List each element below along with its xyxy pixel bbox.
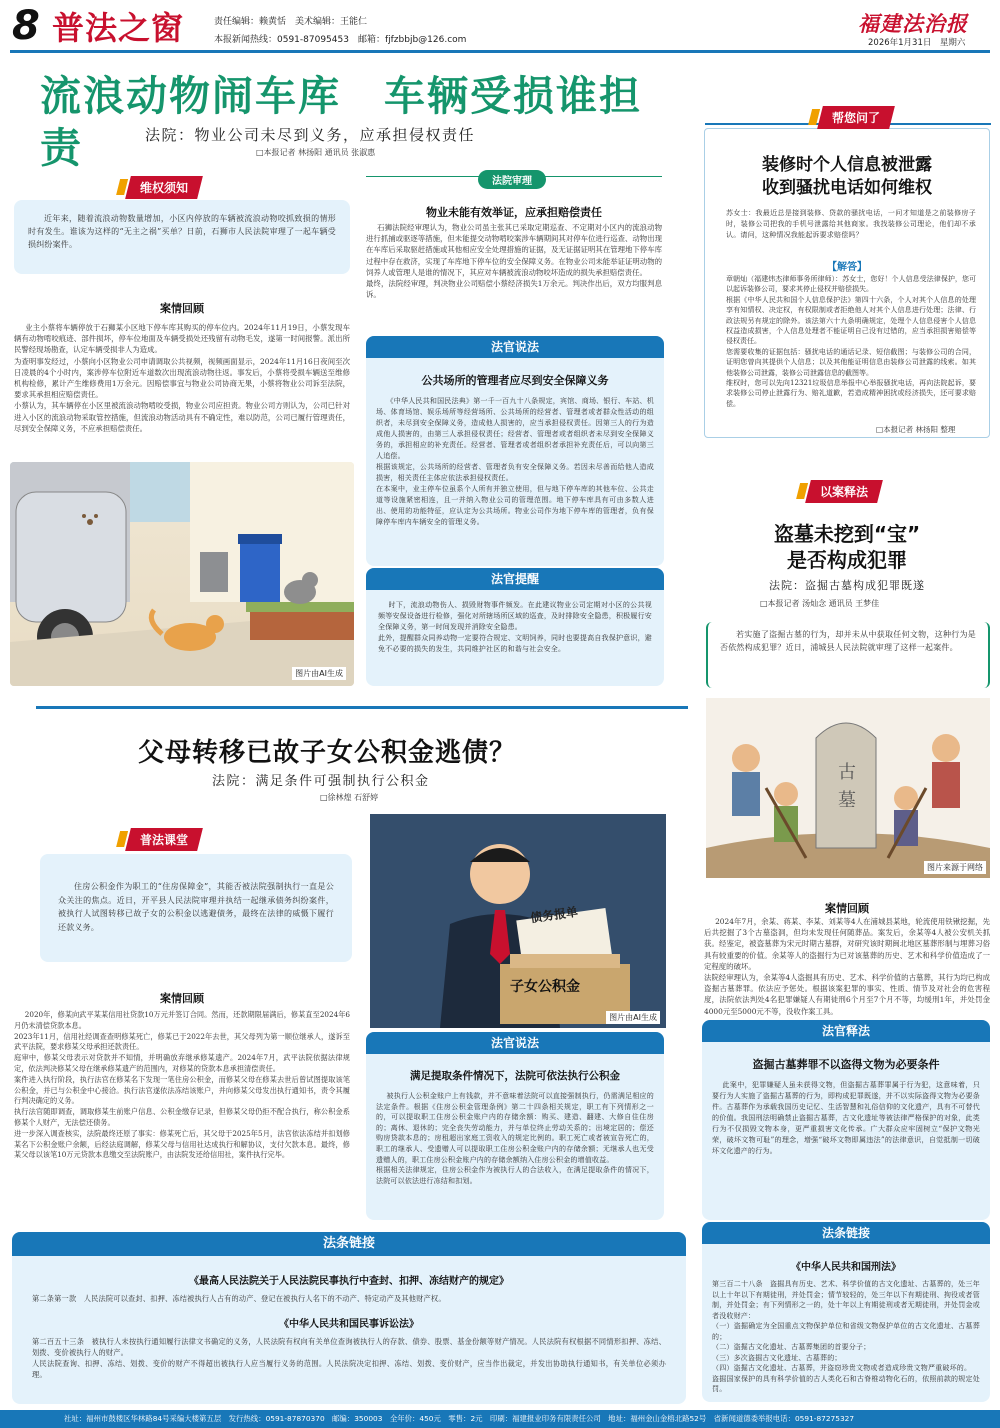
help-tag: 帮您问了 [817, 106, 895, 129]
help-title-line2: 收到骚扰电话如何维权 [762, 178, 932, 198]
article3-byline: □本报记者 汤灿念 通讯员 王梦佳 [760, 599, 880, 608]
article1-case-text: 业主小蔡将车辆停放于石狮某小区地下停车库其购买的停车位内。2024年11月19日，小蔡发现车辆有动物啃咬痕迹、部件损坏，停车位地面及车辆受损处还残留有动物毛发，遂第一时间报警。派出所民警经现场勘查，认定车辆受损非人为造成。 为查明事发经过，小蔡向小区物业公司申请调取公共视频，视频画面显示，2024年11月16日夜间至次日凌晨的4个小时内，案涉停车位附近车道数次出现流浪动物往返。事发后，小蔡将受损车辆送至维修机构检修，累计产生维修费用1万余元。因赔偿事宜与物业公司协商无果，小蔡将物业公司诉至法院，要求其承担相应赔偿责任。 小蔡认为，其车辆停在小区里被流浪动物啃咬受损，物业公司应担责。物业公司方则认为，公司已针对进入小区的流浪动物采取管控措施，但流浪动物活动具有不确定性，难以防范，公司已履行管理责任，尽到安全保障义务，不应承担赔偿责任。 [14, 323, 350, 433]
law1-text: 第二条第一款 人民法院可以查封、扣押、冻结被执行人占有的动产、登记在被执行人名下的不动产、特定动产及其他财产权。 [32, 1294, 446, 1303]
help-byline: □本报记者 林扬阳 整理 [876, 425, 956, 434]
law2-title: 《中华人民共和国民事诉讼法》 [279, 1318, 419, 1330]
article3-case-heading: 案情回顾 [825, 902, 869, 915]
article2-byline: □徐林煌 石舒婷 [320, 793, 379, 802]
article2-judge-says-panel [366, 1032, 664, 1220]
article1-image-caption: 图片由AI生成 [292, 667, 346, 680]
svg-text:古: 古 [838, 762, 856, 783]
article1-tag: 维权须知 [125, 176, 203, 199]
article3-image-caption: 图片来源于网络 [924, 861, 986, 874]
debt-illustration [370, 814, 666, 1028]
article1-intro: 近年来，随着流浪动物数量增加，小区内停放的车辆被流浪动物咬抓致损的情形时有发生。谁该为这样的“无主之祸”买单？日前，石狮市人民法院审理了一起车辆受损纠纷案件。 [28, 214, 336, 249]
article1-title: 流浪动物闹车库 车辆受损谁担责 [40, 72, 642, 172]
help-answer: 章朝灿（福建炜杰律师事务所律师）：苏女士，您好！个人信息受法律保护，您可以起诉装修公司，要求其停止侵权并赔偿损失。 根据《中华人民共和国个人信息保护法》第四十六条，个人对其个人信息的处理享有知情权、决定权，有权限制或者拒绝他人对其个人信息进行处理；法律、行政法规另有规定的除外。该法第六十九条明确规定，处理个人信息侵害个人信息权益造成损害，个人信息处理者不能证明自己没有过错的，应当承担损害赔偿等侵权责任。 您需要收集的证据包括：骚扰电话的通话记录、短信截图；与装修公司的合同，证明您曾向其提供个人信息；以及其他能证明信息由装修公司泄露的线索。如其他装修公司泄露，装修公司泄露信息的截图等。 维权时，您可以先向12321垃圾信息举报中心举报骚扰电话，再向法院起诉，要求装修公司停止泄露行为、赔礼道歉，若造成精神困扰或经济损失，还可要求赔偿。 [726, 275, 976, 408]
article3-title-line2: 是否构成犯罪 [787, 548, 907, 572]
judge-says-text: 《中华人民共和国民法典》第一千一百九十八条规定，宾馆、商场、银行、车站、机场、体育场馆、娱乐场所等经营场所、公共场所的经营者、管理者或者群众性活动的组织者，未尽到安全保障义务，造成他人损害的，应当承担侵权责任。因第三人的行为造成他人损害的，由第三人承担侵权责任；经营者、管理者或者组织者未尽到安全保障义务的，承担相应的补充责任。经营者、管理者或者组织者承担补充责任后，可以向第三人追偿。 根据该规定，公共场所的经营者、管理者负有安全保障义务。若因未尽善而给他人造成损害，相关责任主体应依法承担侵权责任。 在本案中，业主停车位虽系个人所有并独立使用，但与地下停车库的其他车位、公共走道等设施紧密相连，且一并纳入物业公司的管理范围。地下停车库具有可由多数人进出、使用的功能特征，应认定为公共场所。物业公司作为地下停车库的管理者，负有保障停车库内车辆安全的管理义务。 [376, 397, 654, 526]
tomb-scene-image [706, 698, 990, 878]
article2-judge-says-heading: 满足提取条件情况下，法院可依法执行公积金 [410, 1070, 620, 1082]
fund-label: 子女公积金 [510, 979, 580, 995]
court-review-text: 石狮法院经审理认为，物业公司虽主张其已采取定期巡查、不定期对小区内的流浪动物进行抓捕或驱逐等措施，但未能提交动物啃咬案涉车辆期间其对停车位进行巡查、动物出现在车库后采取驱赶措施或其他相应安全处理措施的证据，及无证据证明其在管理地下停车库过程中存在救济，实现了车库地下停车位的安全保障义务。在物业公司未能举证证明动物的饲养人或管理人是谁的情况下，其应对车辆被流浪动物咬坏造成的损失承担赔偿责任。 最终，法院经审理，判决物业公司赔偿小蔡经济损失1万余元。判决作出后，双方均服判息诉。 [366, 223, 662, 300]
court-review-label: 法院审理 [478, 170, 546, 189]
judge-explains-heading: 盗掘古墓葬罪不以盗得文物为必要条件 [752, 1058, 940, 1071]
article3-case-text: 2024年7月，余某、蒋某、李某、刘某等4人在浦城县某地，轮流使用铁锹挖掘，先后共挖掘了3个古墓盗洞，但均未发现任何随葬品。案发后，余某等4人被公安机关抓获。经鉴定，被盗墓葬为宋元时期古墓群，对研究该时期闽北地区墓葬形制与埋葬习俗具有较重要的价值。余某等人的盗掘行为已对该墓葬的历史、艺术和科学价值造成了一定程度的破坏。 法院经审理认为，余某等4人盗掘具有历史、艺术、科学价值的古墓葬，其行为均已构成盗掘古墓葬罪。依法应予惩处。根据该案犯罪的事实、性质、情节及对社会的危害程度，法院依法判处4名犯罪嫌疑人有期徒刑6个月至7个月不等，均缓刑1年，并处罚金4000元至5000元不等，没收作案工具。 [704, 917, 990, 1016]
law-links-bottom-label: 法条链接 [12, 1232, 686, 1256]
judge-explains-label: 法官释法 [702, 1020, 990, 1042]
judge-explains-panel [702, 1020, 990, 1220]
article3-tag: 以案释法 [805, 480, 883, 503]
judge-says-panel [366, 336, 664, 566]
judge-says-heading: 公共场所的管理者应尽到安全保障义务 [421, 374, 609, 387]
help-question: 苏女士：我最近总是接到装修、贷款的骚扰电话，一问才知道是之前装修房子时，装修公司把我的手机号泄露给其他商家。我找装修公司理论，他们却不承认。请问，这种情况我能起诉要求赔偿吗？ [726, 209, 976, 239]
debt-label: 债务报单 [529, 904, 579, 926]
article2-subtitle: 法院：满足条件可强制执行公积金 [212, 774, 430, 789]
issue-date: 2026年1月31日 星期六 [868, 38, 966, 48]
law-links-right-panel [702, 1222, 990, 1402]
article2-judge-says-text: 被执行人公积金账户上有钱款，并不意味着法院可以直接强制执行，仍需满足相应的法定条件。根据《住房公积金管理条例》第二十四条相关规定，职工有下列情形之一的，可以提取职工住房公积金账户内的存储余额：购买、建造、翻建、大修自住住房的；离休、退休的；完全丧失劳动能力，并与单位终止劳动关系的；出境定居的；偿还购房贷款本息的；房租超出家庭工资收入的规定比例的。职工死亡或者被宣告死亡的，职工的继承人、受遗赠人可以提取职工住房公积金账户内的存储余额；无继承人也无受遗赠人的，职工住房公积金账户内的存储余额纳入住房公积金的增值收益。 根据相关法律规定，住房公积金作为被执行人的合法收入，在满足提取条件的情况下，法院可以依法进行冻结和扣划。 [376, 1092, 654, 1185]
judge-reminds-text: 时下，流浪动物伤人、损毁财物事件频发。在此建议物业公司定期对小区的公共视频等安保设备进行检修，强化对所辖场所区域的巡查，及时排除安全隐患，积极履行安全保障义务，第一时间发现并消除安全隐患。 此外，提醒群众同养动物一定要符合规定、文明饲养，同时也要提高自我保护意识，避免不必要的损失的发生，共同维护社区的和谐与社会安全。 [378, 601, 652, 653]
judge-explains-text: 此案中，犯罪嫌疑人虽未获得文物，但盗掘古墓葬罪属于行为犯，这意味着，只要行为人实施了盗掘古墓葬的行为，即构成犯罪既遂，并不以实际盗得文物为必要条件。古墓葬作为承载我国历史记忆、生活智慧和礼俗信仰的文化遗产，具有不可替代的价值。我国刑法明确禁止盗掘古墓葬，古文化遗址等被法律严格保护的对象，此类行为不仅损毁文物本身，更严重损害文化传承。广大群众应牢固树立“保护文物光荣，破坏文物可耻”的理念，增强“破坏文物即属违法”的法律意识，自觉抵制一切破坏文化遗产的行为。 [712, 1081, 980, 1155]
article1-subtitle: 法院：物业公司未尽到义务，应承担侵权责任 [145, 126, 476, 144]
footer-text: 社址：福州市鼓楼区华林路84号采编大楼第五层 发行热线：0591-87870370 邮编：350003 全年价：450元 零售：2元 印刷：福建报业印务有限责任公司 地址：福州金山金榕北路52号 省新闻道德委举报电话：0591-87275327 [64, 1414, 855, 1423]
masthead-rule [10, 50, 990, 53]
article3-title-line1: 盗墓未挖到“宝” [773, 522, 921, 546]
article1-case-heading: 案情回顾 [160, 302, 204, 315]
tomb-illustration [706, 698, 990, 878]
page-number: 8 [12, 3, 40, 49]
judge-reminds-label: 法官提醒 [366, 568, 664, 590]
footer-bar [0, 1410, 1000, 1428]
law-links-right-text: 第三百二十八条 盗掘具有历史、艺术、科学价值的古文化遗址、古墓葬的，处三年以上十年以下有期徒刑，并处罚金；情节较轻的，处三年以下有期徒刑、拘役或者管制，并处罚金；有下列情形之一的，处十年以上有期徒刑或者无期徒刑，并处罚金或者没收财产： （一）盗掘确定为全国重点文物保护单位和省级文物保护单位的古文化遗址、古墓葬的； （二）盗掘古文化遗址、古墓葬集团的首要分子； （三）多次盗掘古文化遗址、古墓葬的； （四）盗掘古文化遗址、古墓葬，并盗窃珍贵文物或者造成珍贵文物严重破坏的。 盗掘国家保护的具有科学价值的古人类化石和古脊椎动物化石的，依照前款的规定处罚。 [712, 1280, 980, 1393]
article2-intro: 住房公积金作为职工的“住房保障金”，其能否被法院强制执行一直是公众关注的焦点。近日，开平县人民法院审理并执结一起继承债务纠纷案件，被执行人试图转移已故子女的公积金以逃避债务，最终在法律的威慑下履行还款义务。 [58, 882, 334, 932]
article2-intro-box [40, 854, 352, 962]
judge-says-label: 法官说法 [366, 336, 664, 358]
cat-illustration [10, 462, 354, 686]
paper-name-logo: 福建法治报 [858, 11, 968, 36]
section-title: 普法之窗 [52, 9, 185, 47]
article2-image-caption: 图片由AI生成 [606, 1011, 660, 1024]
help-title-line1: 装修时个人信息被泄露 [762, 155, 932, 175]
law-links-bottom-panel [12, 1232, 686, 1404]
law-links-right-title: 《中华人民共和国刑法》 [791, 1262, 901, 1273]
court-review-heading: 物业未能有效举证，应承担赔偿责任 [426, 206, 602, 219]
mid-divider [36, 706, 688, 709]
editors: 责任编辑：赖黄恬 美术编辑：王能仁 [214, 17, 368, 27]
article3-subtitle: 法院：盗掘古墓构成犯罪既遂 [769, 579, 925, 592]
article1-intro-box [14, 200, 350, 274]
article1-byline: □本报记者 林扬阳 通讯员 张淑惠 [256, 148, 376, 157]
law2-text: 第二百五十三条 被执行人未按执行通知履行法律文书确定的义务，人民法院有权向有关单位查询被执行人的存款、债券、股票、基金份额等财产情况。人民法院有权根据不同情形扣押、冻结、划拨、变价被执行人的财产。 人民法院查询、扣押、冻结、划拨、变价的财产不得超出被执行人应当履行义务的范围。人民法院决定扣押、冻结、划拨、变价财产，应当作出裁定，并发出协助执行通知书，有关单位必须办理。 [32, 1336, 666, 1379]
article2-judge-says-label: 法官说法 [366, 1032, 664, 1054]
masthead [0, 0, 1000, 58]
cat-scene-image [10, 462, 354, 686]
article2-case-text: 2020年，修某向武平某某信用社贷款10万元并签订合同。然而，还款期限届满后，修某直至2024年6月仍未清偿贷款本息。 2023年11月，信用社经调查查明修某死亡，修某已于2022年去世，其父母列为第一顺位继承人，遂诉至武平法院，要求修某父母承担还款责任。 庭审中，修某父母表示对贷款并不知情，并明确放弃继承修某遗产。2024年7月，武平法院依据法律规定，依法判决修某父母在继承修某遗产的范围内，对修某的贷款本息承担清偿责任。 案件进入执行阶段，执行法官在修某名下发现一笔住房公积金，而修某父母在修某去世后曾试图提取该笔公积金，并已与公积金中心接洽。执行法官遂依法冻结该账户，并向修某父母发出执行通知书，责令其履行判决确定的义务。 执行法官随即调查，调取修某生前账户信息、公积金缴存记录，但修某父母仍拒不配合执行，称公积金系修某个人财产，无法偿还债务。 进一步深入调查核实，法院最终还原了事实：修某死亡后，其父母于2025年5月，法官依法冻结并扣划修某名下公积金账户余额，后经法庭调解，修某父母与信用社达成执行和解协议，支付欠款本息。最终，修某父母以该笔10万元贷款本息缴交至法院账户，由法院发还给信用社，案件执行完毕。 [14, 1010, 350, 1160]
article3-intro: 若实施了盗掘古墓的行为，却并未从中获取任何文物，这种行为是否依然构成犯罪？近日，浦城县人民法院就审理了这样一起案件。 [720, 630, 976, 652]
article2-title: 父母转移已故子女公积金逃债？ [138, 738, 517, 768]
law1-title: 《最高人民法院关于人民法院民事执行中查封、扣押、冻结财产的规定》 [189, 1276, 509, 1287]
law-links-right-label: 法条链接 [702, 1222, 990, 1244]
help-answer-label: 【解答】 [827, 262, 867, 273]
judge-reminds-panel [366, 568, 664, 686]
article2-tag: 普法课堂 [125, 828, 203, 851]
hotline: 本报新闻热线：0591-87095453 邮箱：fjfzbbjb@126.com [214, 35, 467, 45]
article2-case-heading: 案情回顾 [160, 992, 204, 1005]
article3-intro-box [706, 622, 990, 688]
svg-text:墓: 墓 [838, 790, 856, 811]
